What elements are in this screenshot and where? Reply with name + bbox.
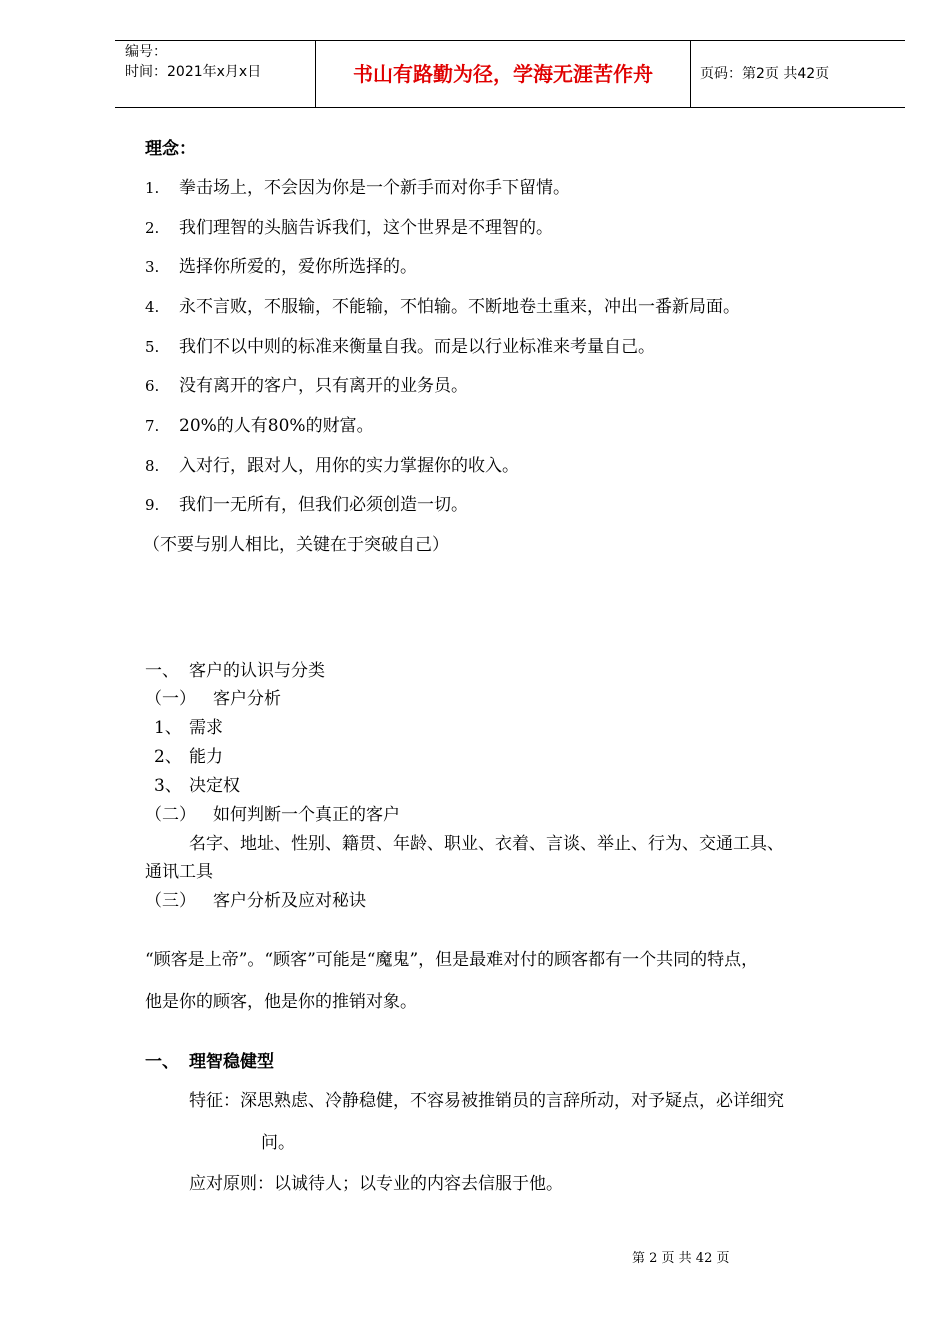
section-heading: 客户的认识与分类: [189, 661, 325, 681]
list-item: 20%的人有80%的财富。: [179, 416, 374, 436]
subsection-number: （一）: [145, 689, 196, 709]
list-item-number: 5.: [145, 338, 160, 356]
list-item-number: 1.: [145, 179, 160, 197]
subsection-heading: 客户分析: [213, 689, 281, 709]
type-heading: 理智稳健型: [189, 1052, 274, 1072]
header-motto: 书山有路勤为径，学海无涯苦作舟: [353, 62, 653, 86]
paragraph-line: 名字、地址、性别、籍贯、年龄、职业、衣着、言谈、举止、行为、交通工具、: [189, 834, 784, 854]
paragraph-line: 特征：深思熟虑、冷静稳健，不容易被推销员的言辞所动，对予疑点，必详细究: [189, 1091, 784, 1111]
list-item: 选择你所爱的，爱你所选择的。: [179, 257, 417, 277]
paragraph-line: 应对原则：以诚待人；以专业的内容去信服于他。: [189, 1174, 563, 1194]
subsection-number: （三）: [145, 891, 196, 911]
list-item: 没有离开的客户，只有离开的业务员。: [179, 376, 468, 396]
list-item-number: 6.: [145, 377, 160, 395]
list-item: 我们一无所有，但我们必须创造一切。: [179, 495, 468, 515]
list-item-number: 8.: [145, 457, 160, 475]
time-label: 时间：2021年x月x日: [125, 64, 262, 80]
page-header: [115, 40, 905, 108]
list-item-number: 7.: [145, 417, 160, 435]
header-motto-cell: [315, 41, 691, 107]
list-item: 拳击场上，不会因为你是一个新手而对你手下留情。: [179, 178, 570, 198]
list-item: 能力: [189, 747, 223, 767]
philosophy-title: 理念：: [145, 139, 196, 159]
list-item-number: 1、: [154, 718, 182, 738]
list-item: 需求: [189, 718, 223, 738]
list-item-number: 2、: [154, 747, 182, 767]
list-item-number: 4.: [145, 298, 160, 316]
list-item-number: 9.: [145, 496, 160, 514]
section-heading-number: 一、: [145, 661, 179, 681]
header-page-info: 页码：第2页 共42页: [700, 66, 830, 82]
paragraph-line: 通讯工具: [145, 862, 213, 882]
header-page-cell: [690, 41, 905, 107]
list-item-number: 2.: [145, 219, 160, 237]
type-heading-number: 一、: [145, 1052, 179, 1072]
paragraph-line: 问。: [261, 1133, 295, 1153]
header-meta: [115, 41, 315, 107]
list-item-number: 3.: [145, 258, 160, 276]
subsection-number: （二）: [145, 805, 196, 825]
page-footer: 第 2 页 共 42 页: [632, 1251, 730, 1266]
list-item: 入对行，跟对人，用你的实力掌握你的收入。: [179, 456, 519, 476]
list-item: 决定权: [189, 776, 240, 796]
list-item: 永不言败，不服输，不能输，不怕输。不断地卷土重来，冲出一番新局面。: [179, 297, 740, 317]
philosophy-note: （不要与别人相比，关键在于突破自己）: [143, 535, 449, 555]
paragraph-line: “顾客是上帝”。“顾客”可能是“魔鬼”，但是最难对付的顾客都有一个共同的特点，: [145, 950, 759, 970]
list-item-number: 3、: [154, 776, 182, 796]
subsection-heading: 客户分析及应对秘诀: [213, 891, 366, 911]
number-label: 编号：: [125, 44, 167, 60]
list-item: 我们不以中则的标准来衡量自我。而是以行业标准来考量自己。: [179, 337, 655, 357]
paragraph-line: 他是你的顾客，他是你的推销对象。: [145, 992, 417, 1012]
list-item: 我们理智的头脑告诉我们，这个世界是不理智的。: [179, 218, 553, 238]
subsection-heading: 如何判断一个真正的客户: [213, 805, 400, 825]
